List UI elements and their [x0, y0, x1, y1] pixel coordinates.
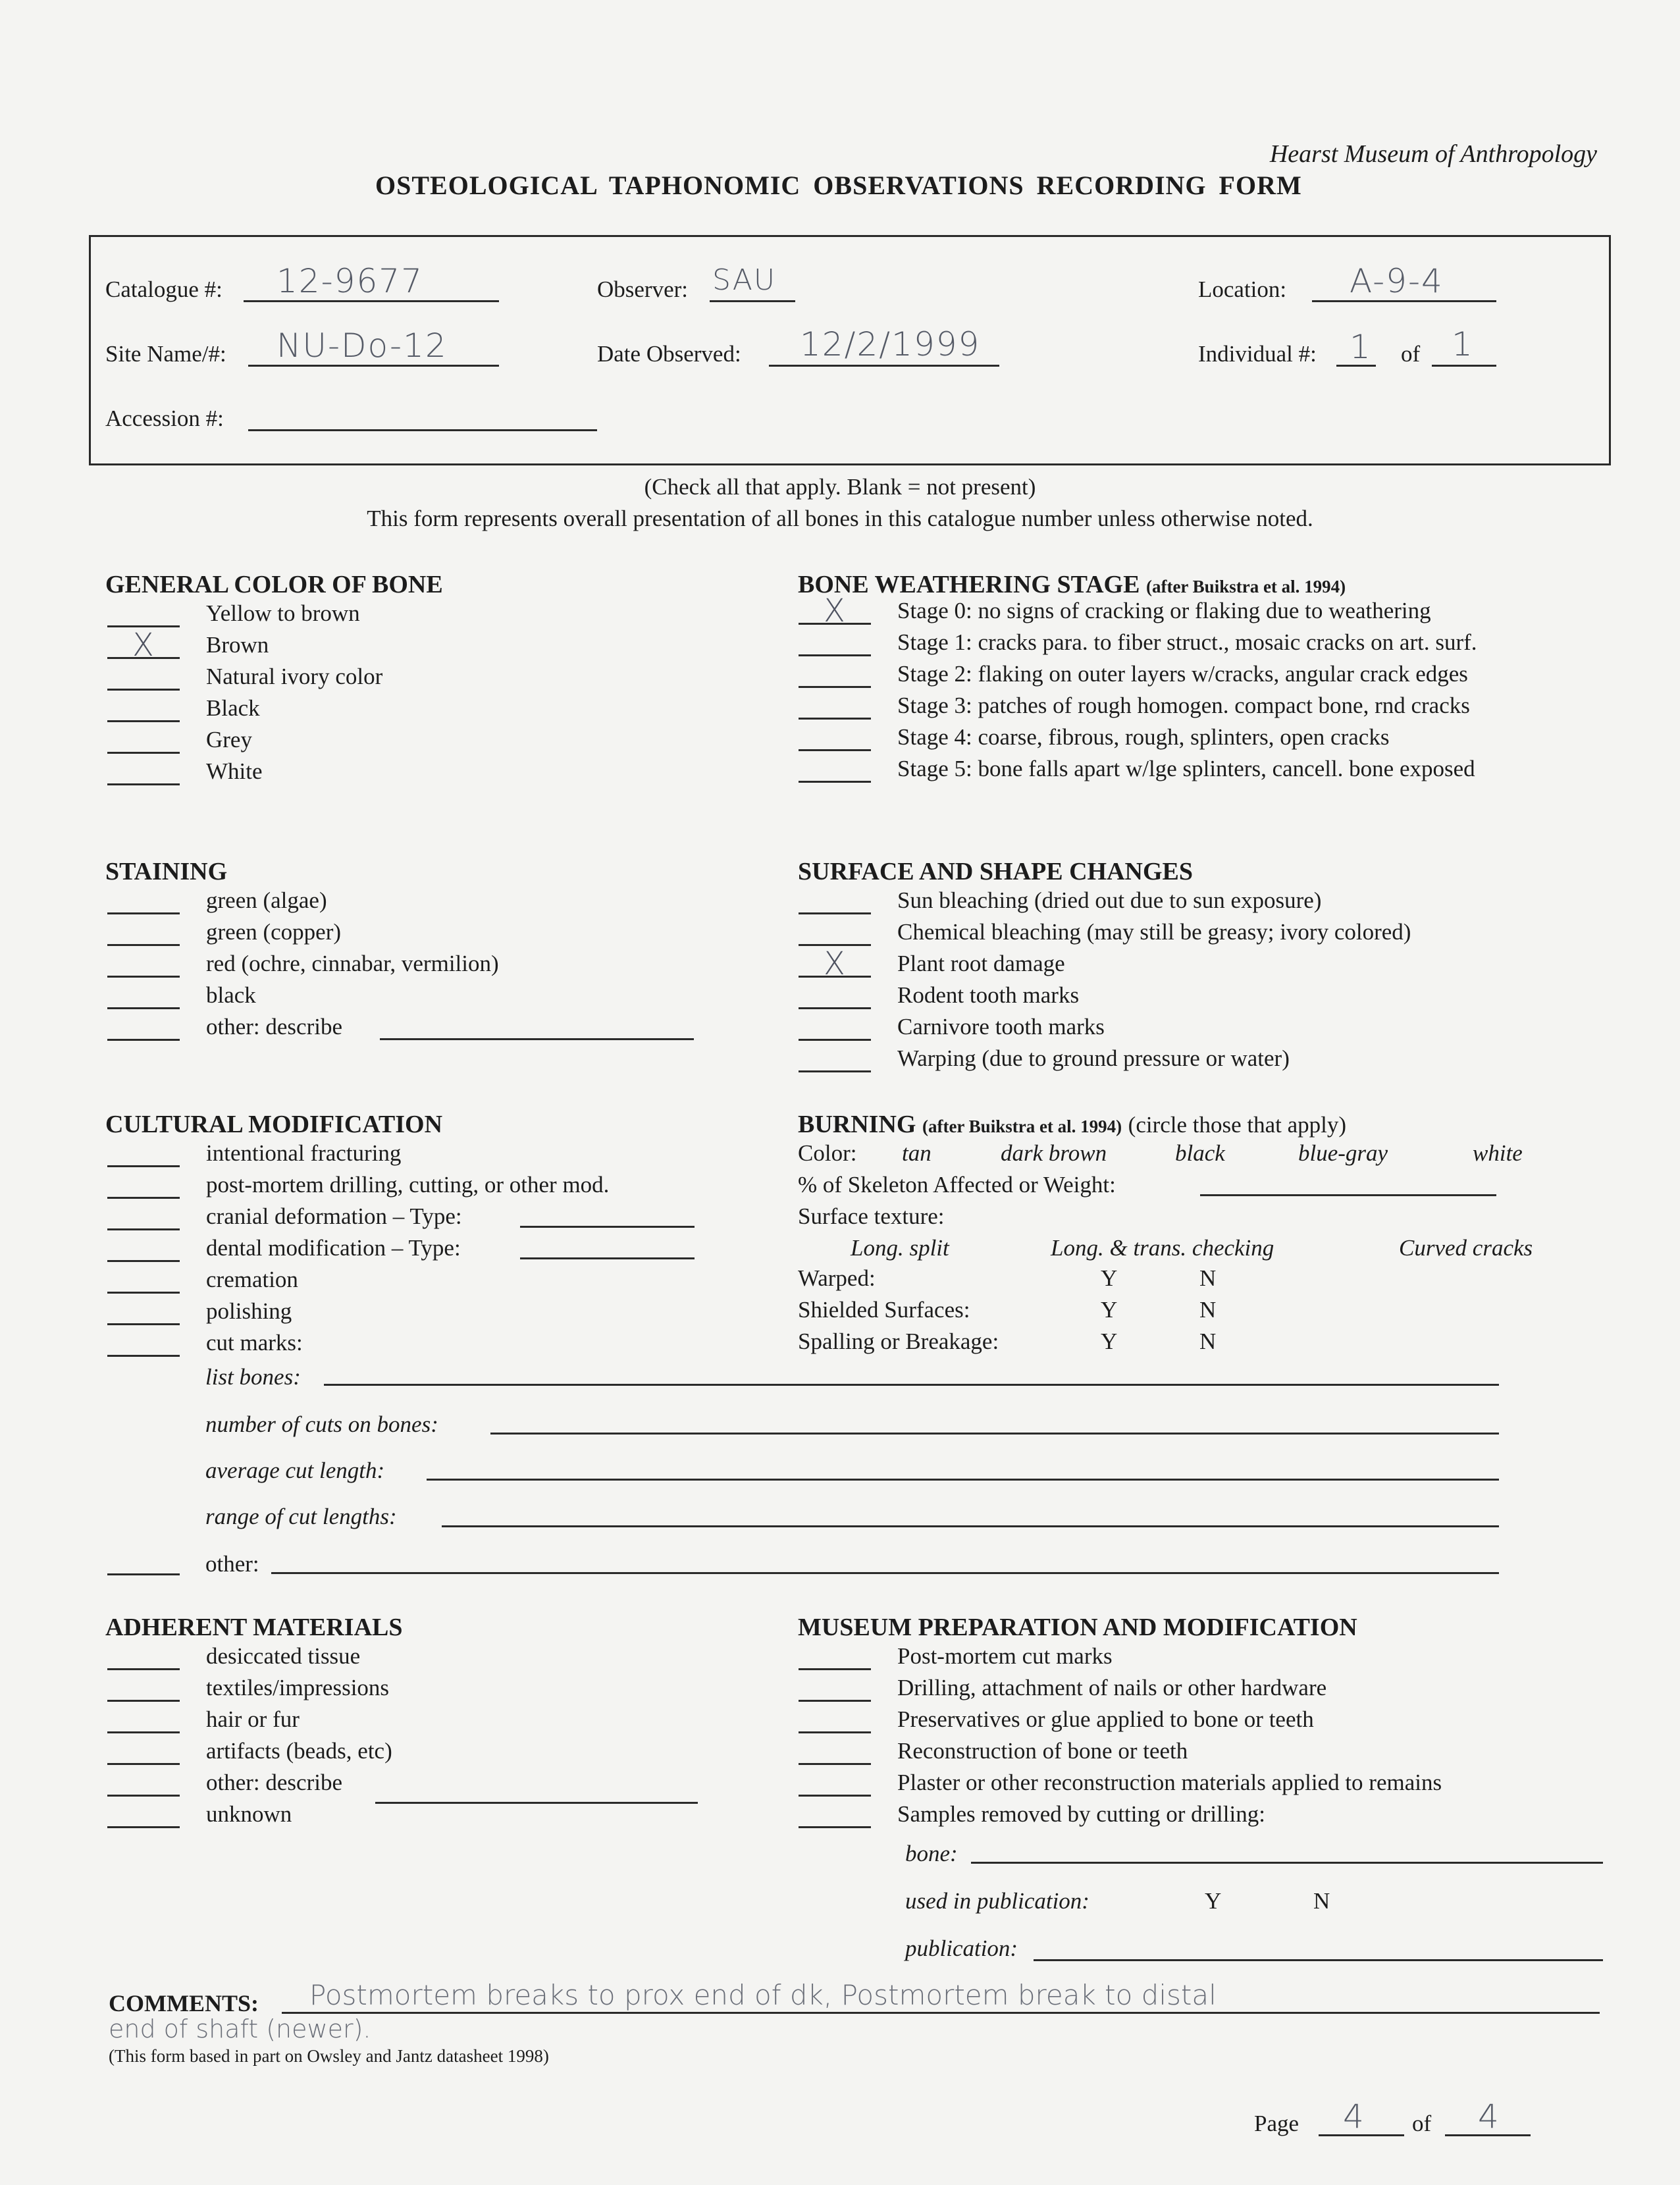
staining-item-checkbox[interactable]	[107, 1007, 180, 1009]
adherent-title: ADHERENT MATERIALS	[105, 1614, 403, 1641]
form-title: OSTEOLOGICAL TAPHONOMIC OBSERVATIONS RECORDING FORM	[375, 171, 1302, 200]
surface-item-label: Rodent tooth marks	[897, 982, 1080, 1008]
general-color-item-label: Brown	[206, 632, 269, 658]
texture-curved-cracks[interactable]: Curved cracks	[1399, 1235, 1533, 1261]
surface-item-label: Carnivore tooth marks	[897, 1014, 1105, 1040]
location-field[interactable]	[1312, 300, 1496, 302]
museum-prep-item-checkbox[interactable]	[799, 1795, 871, 1797]
instructions-presentation: This form represents overall presentation of all bones in this catalogue number unless otherwise noted.	[367, 506, 1313, 531]
cultural-item-label: intentional fracturing	[206, 1140, 402, 1166]
weathering-item-label: Stage 2: flaking on outer layers w/cracks, angular crack edges	[897, 661, 1468, 687]
adherent-item-checkbox[interactable]	[107, 1826, 180, 1828]
individual-of-label: of	[1401, 341, 1421, 367]
surface-item-checkbox[interactable]	[799, 1007, 871, 1009]
location-value: A-9-4	[1350, 262, 1444, 300]
average-cut-length-label: average cut length:	[205, 1458, 385, 1483]
museum-prep-item-label: Post-mortem cut marks	[897, 1643, 1113, 1669]
general-color-item-checkbox[interactable]	[107, 689, 180, 691]
location-label: Location:	[1198, 276, 1287, 302]
cultural-item-label: cut marks:	[206, 1330, 303, 1356]
check-mark-icon: X	[824, 945, 845, 982]
cultural-item-label: cremation	[206, 1267, 298, 1292]
general-color-item-checkbox[interactable]	[107, 720, 180, 722]
weathering-item-label: Stage 4: coarse, fibrous, rough, splinters, open cracks	[897, 724, 1390, 750]
general-color-item-label: Natural ivory color	[206, 664, 383, 689]
cultural-title: CULTURAL MODIFICATION	[105, 1111, 443, 1138]
burning-title	[798, 1110, 1346, 1139]
texture-checking[interactable]: Long. & trans. checking	[1051, 1235, 1274, 1261]
museum-prep-item-label: Drilling, attachment of nails or other hardware	[897, 1675, 1327, 1700]
staining-item-label: other: describe	[206, 1014, 342, 1040]
museum-prep-item-checkbox[interactable]	[799, 1763, 871, 1765]
individual-value: 1	[1350, 328, 1372, 366]
burning-color-white[interactable]: white	[1473, 1140, 1523, 1166]
observer-label: Observer:	[597, 276, 689, 302]
dental-type-field[interactable]	[520, 1257, 695, 1259]
adherent-item-checkbox[interactable]	[107, 1763, 180, 1765]
site-value: NU-Do-12	[276, 327, 448, 365]
publication-field[interactable]	[1034, 1959, 1603, 1961]
date-field[interactable]	[769, 365, 999, 367]
number-of-cuts-label: number of cuts on bones:	[205, 1411, 438, 1437]
individual-total-value: 1	[1452, 325, 1474, 363]
cultural-item-checkbox[interactable]	[107, 1355, 180, 1357]
museum-prep-item-label: Samples removed by cutting or drilling:	[897, 1801, 1265, 1827]
cultural-item-checkbox[interactable]	[107, 1292, 180, 1294]
weathering-title	[798, 570, 1346, 599]
sample-bone-label: bone:	[905, 1841, 958, 1866]
adherent-item-label: unknown	[206, 1801, 292, 1827]
average-cut-length-field[interactable]	[427, 1479, 1499, 1481]
burning-color-dark-brown[interactable]: dark brown	[1001, 1140, 1107, 1166]
instructions-check: (Check all that apply. Blank = not present)	[644, 474, 1036, 500]
source-note: (This form based in part on Owsley and Jantz datasheet 1998)	[109, 2046, 549, 2066]
yn-row-label: Shielded Surfaces:	[798, 1297, 970, 1323]
page-of-label: of	[1412, 2111, 1432, 2136]
weathering-item-label: Stage 3: patches of rough homogen. compact bone, rnd cracks	[897, 693, 1470, 718]
cultural-item-checkbox[interactable]	[107, 1228, 180, 1230]
surface-item-checkbox[interactable]	[799, 912, 871, 914]
surface-title: SURFACE AND SHAPE CHANGES	[798, 858, 1193, 885]
surface-item-label: Sun bleaching (dried out due to sun exposure)	[897, 887, 1322, 913]
number-of-cuts-field[interactable]	[490, 1433, 1499, 1435]
weathering-item-checkbox[interactable]	[799, 654, 871, 656]
yn-no-option[interactable]: N	[1199, 1329, 1217, 1354]
surface-item-label: Chemical bleaching (may still be greasy; ivory colored)	[897, 919, 1411, 945]
burning-percent-label: % of Skeleton Affected or Weight:	[798, 1172, 1116, 1198]
adherent-item-label: textiles/impressions	[206, 1675, 390, 1700]
yn-row-label: Warped:	[798, 1265, 876, 1291]
museum-prep-item-checkbox[interactable]	[799, 1700, 871, 1702]
other-field[interactable]	[271, 1572, 1499, 1574]
weathering-item-checkbox[interactable]	[799, 781, 871, 783]
staining-item-checkbox[interactable]	[107, 944, 180, 946]
institution-name: Hearst Museum of Anthropology	[1269, 140, 1597, 168]
individual-total-field[interactable]	[1432, 365, 1496, 367]
general-color-item-label: White	[206, 758, 263, 784]
general-color-item-label: Grey	[206, 727, 252, 752]
adherent-item-label: desiccated tissue	[206, 1643, 361, 1669]
weathering-item-checkbox[interactable]	[799, 749, 871, 751]
used-in-publication-no[interactable]: N	[1313, 1888, 1330, 1914]
adherent-item-label: artifacts (beads, etc)	[206, 1738, 392, 1764]
used-in-publication-label: used in publication:	[905, 1888, 1089, 1914]
date-label: Date Observed:	[597, 341, 741, 367]
general-color-item-checkbox[interactable]	[107, 783, 180, 785]
adherent-item-checkbox[interactable]	[107, 1731, 180, 1733]
surface-item-checkbox[interactable]	[799, 1039, 871, 1041]
cultural-item-label: polishing	[206, 1298, 292, 1324]
other-label: other:	[205, 1551, 259, 1577]
cranial-type-field[interactable]	[520, 1226, 695, 1228]
catalogue-field[interactable]	[244, 300, 499, 302]
weathering-subtitle: (after Buikstra et al. 1994)	[1145, 577, 1346, 596]
weathering-item-checkbox[interactable]	[799, 718, 871, 720]
publication-label: publication:	[905, 1935, 1018, 1961]
cultural-item-checkbox[interactable]	[107, 1323, 180, 1325]
catalogue-value: 12-9677	[276, 262, 423, 300]
individual-label: Individual #:	[1198, 341, 1317, 367]
burning-percent-field[interactable]	[1200, 1194, 1496, 1196]
adherent-other-field[interactable]	[375, 1802, 698, 1804]
accession-label: Accession #:	[105, 406, 224, 431]
museum-prep-item-checkbox[interactable]	[799, 1826, 871, 1828]
adherent-item-checkbox[interactable]	[107, 1700, 180, 1702]
range-cut-lengths-field[interactable]	[442, 1525, 1499, 1527]
staining-item-label: green (algae)	[206, 887, 327, 913]
staining-other-field[interactable]	[380, 1038, 694, 1040]
adherent-item-label: hair or fur	[206, 1706, 300, 1732]
museum-prep-item-checkbox[interactable]	[799, 1731, 871, 1733]
texture-long-split[interactable]: Long. split	[851, 1235, 949, 1261]
yn-yes-option[interactable]: Y	[1101, 1265, 1118, 1291]
cultural-item-label: dental modification – Type:	[206, 1235, 461, 1261]
adherent-item-label: other: describe	[206, 1770, 342, 1795]
site-label: Site Name/#:	[105, 341, 226, 367]
burning-subtitle: (after Buikstra et al. 1994)	[922, 1117, 1122, 1136]
cultural-item-checkbox[interactable]	[107, 1165, 180, 1167]
comments-line-1: Postmortem breaks to prox end of dk, Postmortem break to distal	[309, 1979, 1217, 2011]
cultural-item-checkbox[interactable]	[107, 1260, 180, 1262]
museum-prep-title: MUSEUM PREPARATION AND MODIFICATION	[798, 1614, 1357, 1641]
museum-prep-item-label: Reconstruction of bone or teeth	[897, 1738, 1188, 1764]
page-label: Page	[1254, 2111, 1299, 2136]
range-cut-lengths-label: range of cut lengths:	[205, 1504, 397, 1529]
yn-no-option[interactable]: N	[1199, 1297, 1217, 1323]
burning-color-blue-gray[interactable]: blue-gray	[1298, 1140, 1388, 1166]
staining-item-checkbox[interactable]	[107, 912, 180, 914]
observer-field[interactable]	[710, 300, 795, 302]
yn-yes-option[interactable]: Y	[1101, 1329, 1118, 1354]
comments-field[interactable]	[282, 2012, 1600, 2014]
general-color-item-checkbox[interactable]	[107, 752, 180, 754]
staining-item-label: green (copper)	[206, 919, 342, 945]
staining-title: STAINING	[105, 858, 228, 885]
weathering-title-text: BONE WEATHERING STAGE	[798, 571, 1140, 598]
yn-yes-option[interactable]: Y	[1101, 1297, 1118, 1323]
surface-item-label: Warping (due to ground pressure or water)	[897, 1045, 1290, 1071]
list-bones-field[interactable]	[324, 1384, 1499, 1386]
burning-color-black[interactable]: black	[1175, 1140, 1225, 1166]
yn-row-label: Spalling or Breakage:	[798, 1329, 999, 1354]
museum-prep-item-label: Plaster or other reconstruction materials applied to remains	[897, 1770, 1442, 1795]
surface-texture-label: Surface texture:	[798, 1203, 945, 1229]
burning-title-text: BURNING	[798, 1111, 916, 1138]
cultural-item-checkbox[interactable]	[107, 1197, 180, 1199]
weathering-item-checkbox[interactable]	[799, 686, 871, 688]
museum-prep-item-checkbox[interactable]	[799, 1668, 871, 1670]
check-mark-icon: X	[824, 592, 845, 629]
staining-item-checkbox[interactable]	[107, 1039, 180, 1041]
adherent-item-checkbox[interactable]	[107, 1668, 180, 1670]
general-color-item-label: Yellow to brown	[206, 600, 360, 626]
sample-bone-field[interactable]	[971, 1862, 1603, 1864]
page-number-value: 4	[1343, 2097, 1365, 2136]
surface-item-label: Plant root damage	[897, 951, 1065, 976]
burning-color-label: Color:	[798, 1140, 857, 1166]
list-bones-label: list bones:	[205, 1364, 301, 1390]
cultural-item-label: cranial deformation – Type:	[206, 1203, 462, 1229]
weathering-item-label: Stage 1: cracks para. to fiber struct., mosaic cracks on art. surf.	[897, 629, 1477, 655]
weathering-item-label: Stage 0: no signs of cracking or flaking due to weathering	[897, 598, 1431, 623]
comments-label: COMMENTS:	[109, 1990, 259, 2016]
museum-prep-item-label: Preservatives or glue applied to bone or teeth	[897, 1706, 1314, 1732]
staining-item-label: black	[206, 982, 256, 1008]
check-mark-icon: X	[132, 627, 154, 664]
staining-item-label: red (ochre, cinnabar, vermilion)	[206, 951, 499, 976]
date-value: 12/2/1999	[800, 325, 981, 363]
yn-no-option[interactable]: N	[1199, 1265, 1217, 1291]
general-color-title: GENERAL COLOR OF BONE	[105, 571, 443, 598]
weathering-item-label: Stage 5: bone falls apart w/lge splinters, cancell. bone exposed	[897, 756, 1475, 781]
used-in-publication-yes[interactable]: Y	[1205, 1888, 1222, 1914]
staining-item-checkbox[interactable]	[107, 976, 180, 978]
page-total-value: 4	[1478, 2097, 1500, 2136]
surface-item-checkbox[interactable]	[799, 1070, 871, 1072]
general-color-item-label: Black	[206, 695, 260, 721]
burning-note: (circle those that apply)	[1128, 1112, 1347, 1138]
accession-field[interactable]	[248, 429, 597, 431]
other-checkbox[interactable]	[107, 1573, 180, 1575]
comments-line-2: end of shaft (newer).	[109, 2014, 371, 2043]
observer-value: SAU	[712, 263, 777, 297]
catalogue-label: Catalogue #:	[105, 276, 223, 302]
adherent-item-checkbox[interactable]	[107, 1795, 180, 1797]
cultural-item-label: post-mortem drilling, cutting, or other mod.	[206, 1172, 610, 1198]
site-field[interactable]	[248, 365, 499, 367]
burning-color-tan[interactable]: tan	[902, 1140, 932, 1166]
